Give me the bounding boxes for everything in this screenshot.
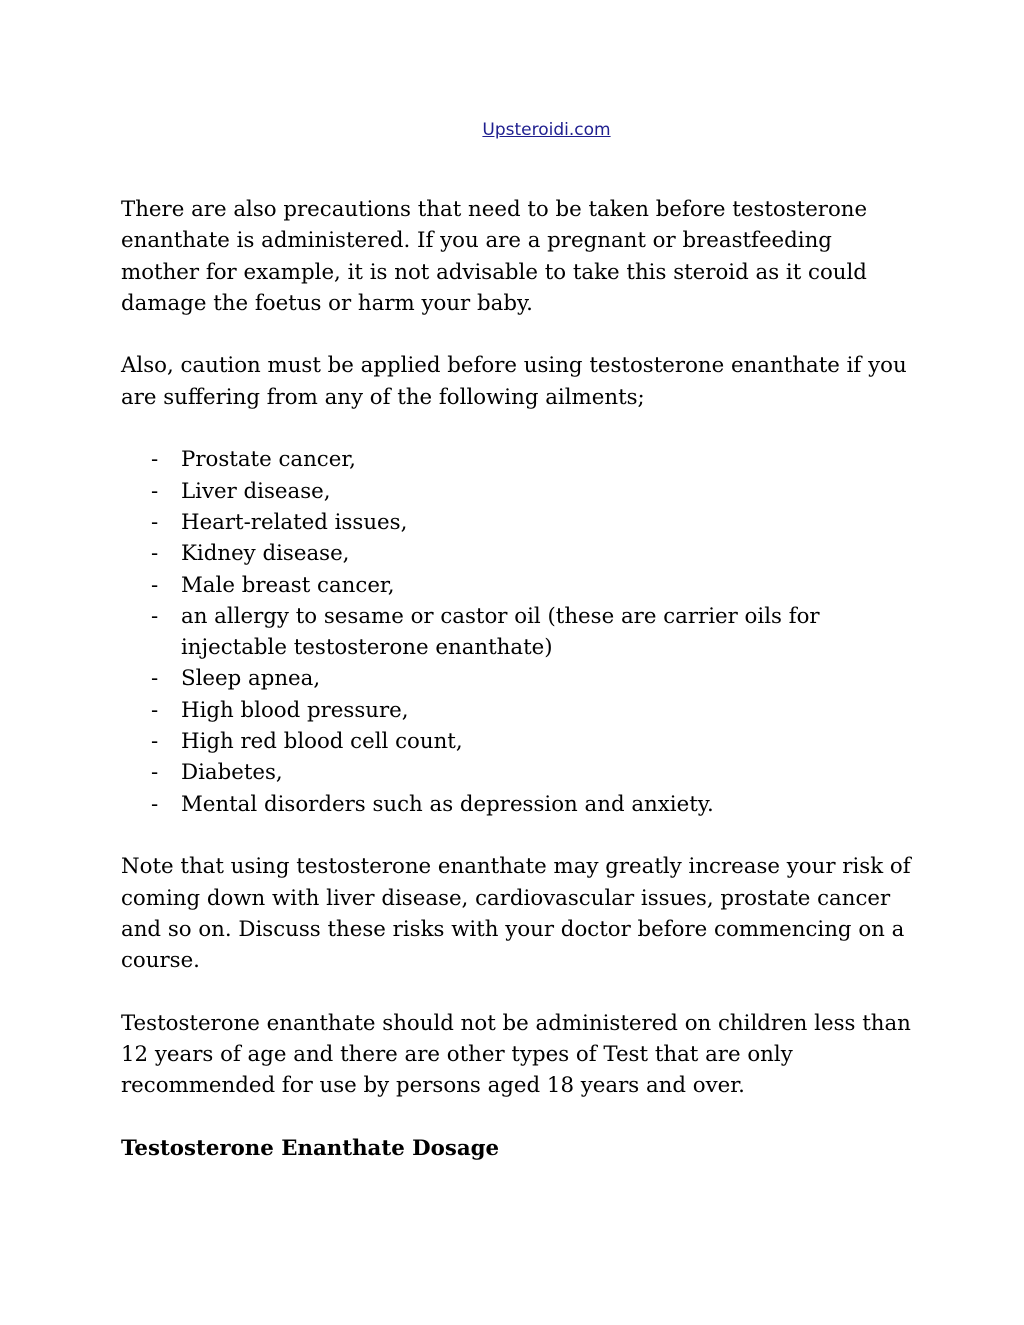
list-marker: - <box>151 541 159 567</box>
list-marker: - <box>151 478 159 504</box>
list-marker: - <box>151 572 159 598</box>
list-item <box>121 695 911 726</box>
list-item <box>121 789 911 820</box>
section-heading-dosage: Testosterone Enanthate Dosage <box>121 1135 500 1161</box>
list-marker: - <box>151 697 159 723</box>
list-item-text: Mental disorders such as depression and anxiety. <box>181 791 714 817</box>
list-item <box>121 663 911 694</box>
list-item-text: Liver disease, <box>181 478 331 504</box>
list-marker: - <box>151 791 159 817</box>
list-item <box>121 476 911 507</box>
list-item <box>121 444 911 475</box>
list-marker: - <box>151 666 159 692</box>
list-marker: - <box>151 760 159 786</box>
list-item-text: Male breast cancer, <box>181 572 395 598</box>
paragraph-age-restriction: Testosterone enanthate should not be administered on children less than 12 years of age and there are other types of Test that are only recommended for use by persons aged 18 years and over. <box>121 1010 911 1099</box>
list-item <box>121 757 911 788</box>
list-item <box>121 570 911 601</box>
list-item-text: Diabetes, <box>181 760 283 786</box>
list-item <box>121 601 911 664</box>
paragraph-precautions: There are also precautions that need to be taken before testosterone enanthate is administered. If you are a pregnant or breastfeeding mother for example, it is not advisable to take this steroid as it could damage the foetus or harm your baby. <box>121 197 868 316</box>
list-item-text: High blood pressure, <box>181 697 409 723</box>
paragraph-risks: Note that using testosterone enanthate may greatly increase your risk of coming down with liver disease, cardiovascular issues, prostate cancer and so on. Discuss these risks with your doctor before commencing on a course. <box>121 854 911 974</box>
list-item-text: Sleep apnea, <box>181 666 321 692</box>
list-item <box>121 538 911 569</box>
list-marker: - <box>151 447 159 473</box>
list-item-text: Heart-related issues, <box>181 509 408 535</box>
list-item-text: High red blood cell count, <box>181 729 463 755</box>
ailments-list <box>121 444 911 820</box>
list-item-text: Prostate cancer, <box>181 447 356 473</box>
list-marker: - <box>151 509 159 535</box>
list-item <box>121 726 911 757</box>
list-marker: - <box>151 729 159 755</box>
list-item-text: an allergy to sesame or castor oil (these are carrier oils for injectable testosterone enanthate) <box>181 603 820 661</box>
document-body <box>121 194 911 1164</box>
paragraph-caution: Also, caution must be applied before using testosterone enanthate if you are suffering from any of the following ailments; <box>121 353 907 410</box>
list-marker: - <box>151 603 159 629</box>
list-item-text: Kidney disease, <box>181 541 350 567</box>
site-link[interactable]: Upsteroidi.com <box>482 120 611 140</box>
list-item <box>121 507 911 538</box>
